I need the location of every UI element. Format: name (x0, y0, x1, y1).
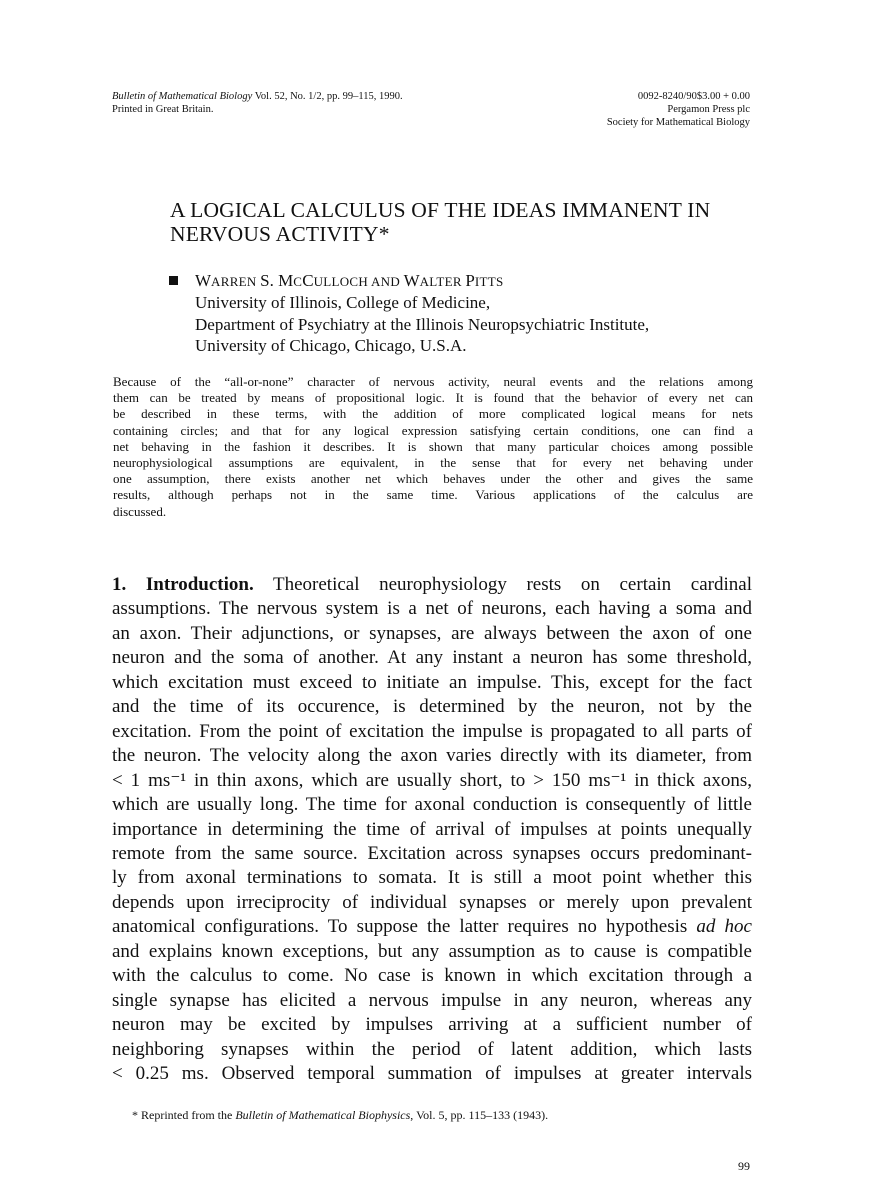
printed-location: Printed in Great Britain. (112, 104, 214, 115)
publisher-header (450, 90, 750, 129)
page-number: 99 (738, 1159, 750, 1173)
abstract-line: containing circles; and that for any logical expression satisfying certain conditions, one can find a (113, 422, 753, 438)
journal-header (112, 90, 492, 116)
body-line: neuron may be excited by impulses arriving at a sufficient number of (112, 1014, 752, 1036)
abstract-line: be described in these terms, with the addition of more complicated logical means for nets (113, 406, 753, 422)
body-line (112, 915, 752, 939)
body-line: an axon. Their adjunctions, or synapses, are always between the axon of one (112, 622, 752, 644)
abstract-line: one assumption, there exists another net which behaves under the other and gives the same (113, 471, 753, 487)
body-line: the neuron. The velocity along the axon varies directly with its diameter, from (112, 745, 752, 767)
author1-last-rest2: ULLOCH (313, 274, 371, 289)
author1-initial: S. (260, 271, 279, 290)
issn-code: 0092-8240/90$3.00 + 0.00 (637, 91, 750, 102)
introduction-section (112, 573, 752, 1087)
affiliation (195, 292, 775, 357)
author-line (195, 270, 503, 293)
author2-last-rest: ITTS (474, 274, 504, 289)
title-line-1: A LOGICAL CALCULUS OF THE IDEAS IMMANENT IN (170, 198, 711, 222)
body-line: neuron and the soma of another. At any instant a neuron has some threshold, (112, 647, 752, 669)
affiliation-line-1: University of Illinois, College of Medicine, (195, 293, 491, 312)
abstract (113, 374, 753, 520)
body-line: excitation. From the point of excitation the impulse is propagated to all parts of (112, 720, 752, 742)
title-line-2: NERVOUS ACTIVITY* (170, 222, 390, 246)
journal-name: Bulletin of Mathematical Biology (112, 91, 253, 102)
affiliation-line-3: University of Chicago, Chicago, U.S.A. (195, 336, 467, 355)
section-heading: 1. Introduction. (112, 574, 254, 595)
volume-info: Vol. 52, No. 1/2, pp. 99–115, 1990. (252, 91, 403, 102)
journal-citation (112, 90, 492, 103)
body-line: depends upon irreciprocity of individual synapses or merely upon prevalent (112, 891, 752, 913)
author-conjunction: AND (370, 274, 404, 289)
body-line: which excitation must exceed to initiate an impulse. This, except for the fact (112, 671, 752, 693)
footnote-pre: * Reprinted from the (132, 1108, 236, 1122)
body-line: remote from the same source. Excitation across synapses occurs predominant- (112, 842, 752, 864)
body-line: < 0.25 ms. Observed temporal summation of impulses at greater intervals (112, 1063, 752, 1085)
body-line: and explains known exceptions, but any assumption as to cause is compatible (112, 940, 752, 962)
author2-first-cap: W (403, 271, 420, 290)
author1-last-cap2: C (302, 271, 314, 290)
author1-last-rest1: C (293, 274, 303, 289)
abstract-line: results, although perhaps not in the same time. Various applications of the calculus are (113, 487, 753, 503)
body-line: assumptions. The nervous system is a net of neurons, each having a soma and (112, 598, 752, 620)
author-bullet-icon (169, 276, 178, 285)
paper-title (170, 198, 810, 246)
abstract-line: discussed. (113, 503, 167, 519)
society-name: Society for Mathematical Biology (606, 117, 750, 128)
author2-last-cap: P (465, 271, 475, 290)
body-line (112, 573, 752, 597)
footnote (132, 1108, 548, 1123)
author1-first-rest: ARREN (211, 274, 261, 289)
abstract-line: Because of the “all-or-none” character of nervous activity, neural events and the relations among (113, 374, 753, 389)
abstract-line: them can be treated by means of propositional logic. It is found that the behavior of every net can (113, 390, 753, 406)
footnote-journal: Bulletin of Mathematical Biophysics (235, 1108, 411, 1122)
abstract-line: neurophysiological assumptions are equivalent, in the sense that for every net behaving under (113, 455, 753, 471)
abstract-line: net behaving in the fashion it describes. It is shown that many particular choices among possible (113, 438, 753, 454)
body-line: importance in determining the time of arrival of impulses at points unequally (112, 818, 752, 840)
author1-first-cap: W (195, 271, 212, 290)
author1-last-cap1: M (278, 271, 294, 290)
body-line: with the calculus to come. No case is known in which excitation through a (112, 965, 752, 987)
body-line: single synapse has elicited a nervous impulse in any neuron, whereas any (112, 989, 752, 1011)
affiliation-line-2: Department of Psychiatry at the Illinois Neuropsychiatric Institute, (195, 314, 650, 334)
italic-phrase: ad hoc (696, 916, 752, 938)
footnote-post: , Vol. 5, pp. 115–133 (1943). (410, 1108, 549, 1122)
author2-first-rest: ALTER (419, 274, 466, 289)
body-line: < 1 ms⁻¹ in thin axons, which are usually short, to > 150 ms⁻¹ in thick axons, (112, 769, 752, 791)
body-line: ly from axonal terminations to somata. It is still a moot point whether this (112, 867, 752, 889)
publisher-name: Pergamon Press plc (667, 104, 750, 115)
body-line: and the time of its occurence, is determined by the neuron, not by the (112, 696, 752, 718)
body-line: neighboring synapses within the period of latent addition, which lasts (112, 1038, 752, 1060)
body-line: which are usually long. The time for axonal conduction is consequently of little (112, 794, 752, 816)
body-line-text: anatomical configurations. To suppose the latter requires no hypothesis (112, 916, 697, 938)
body-line-rest: Theoretical neurophysiology rests on certain cardinal (253, 574, 752, 595)
